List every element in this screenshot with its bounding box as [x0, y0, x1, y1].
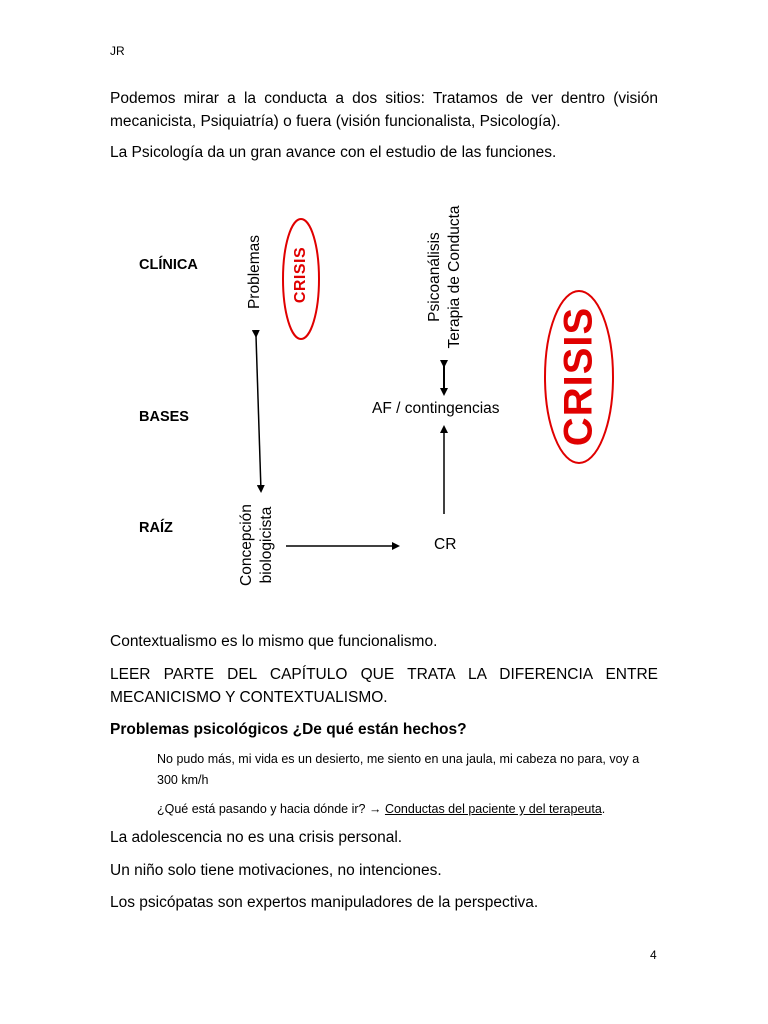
- row-label-clinica: CLÍNICA: [139, 257, 198, 273]
- terapia-conducta-label: Terapia de Conducta: [446, 205, 463, 349]
- quote-paciente: No pudo más, mi vida es un desierto, me siento en una jaula, mi cabeza no para, voy a 300 km/h: [157, 752, 640, 787]
- cr-label: CR: [434, 536, 457, 553]
- page-number: 4: [650, 948, 657, 962]
- paragraph-nino: Un niño solo tiene motivaciones, no intenciones.: [110, 862, 442, 879]
- paragraph-contextualismo: Contextualismo es lo mismo que funcionalismo.: [110, 633, 438, 650]
- crisis-big-label: CRISIS: [556, 306, 601, 447]
- af-contingencias-label: AF / contingencias: [372, 400, 500, 417]
- row-label-raiz: RAÍZ: [139, 520, 173, 536]
- biologicista-label: biologicista: [258, 506, 275, 584]
- paragraph-psicologia: La Psicología da un gran avance con el estudio de las funciones.: [110, 144, 557, 161]
- conductas-link: Conductas del paciente y del terapeuta: [384, 802, 602, 816]
- header-initials: JR: [110, 44, 125, 58]
- concepcion-label: Concepción: [238, 504, 255, 586]
- heading-problemas: Problemas psicológicos ¿De qué están hechos?: [110, 721, 467, 738]
- psicoanalisis-label: Psicoanálisis: [426, 232, 443, 322]
- paragraph-psicopatas: Los psicópatas son expertos manipuladores de la perspectiva.: [110, 894, 539, 911]
- crisis-small-label: CRISIS: [292, 246, 309, 304]
- arrow-right-icon: →: [368, 802, 382, 816]
- arrow-problemas-concepcion: [256, 336, 261, 491]
- paragraph-adolescencia: La adolescencia no es una crisis personal.: [110, 829, 403, 846]
- problemas-label: Problemas: [246, 234, 263, 310]
- question-line: [157, 799, 660, 820]
- paragraph-vision: Podemos mirar a la conducta a dos sitios: Tratamos de ver dentro (visión mecanicista, Psiquiatría) o fuera (visión funcionalista, Psicología).: [110, 90, 658, 130]
- question-text: ¿Qué está pasando y hacia dónde ir?: [157, 802, 366, 816]
- paragraph-leer: LEER PARTE DEL CAPÍTULO QUE TRATA LA DIFERENCIA ENTRE MECANICISMO Y CONTEXTUALISMO.: [110, 666, 658, 706]
- row-label-bases: BASES: [139, 409, 189, 425]
- question-suffix: .: [601, 802, 606, 816]
